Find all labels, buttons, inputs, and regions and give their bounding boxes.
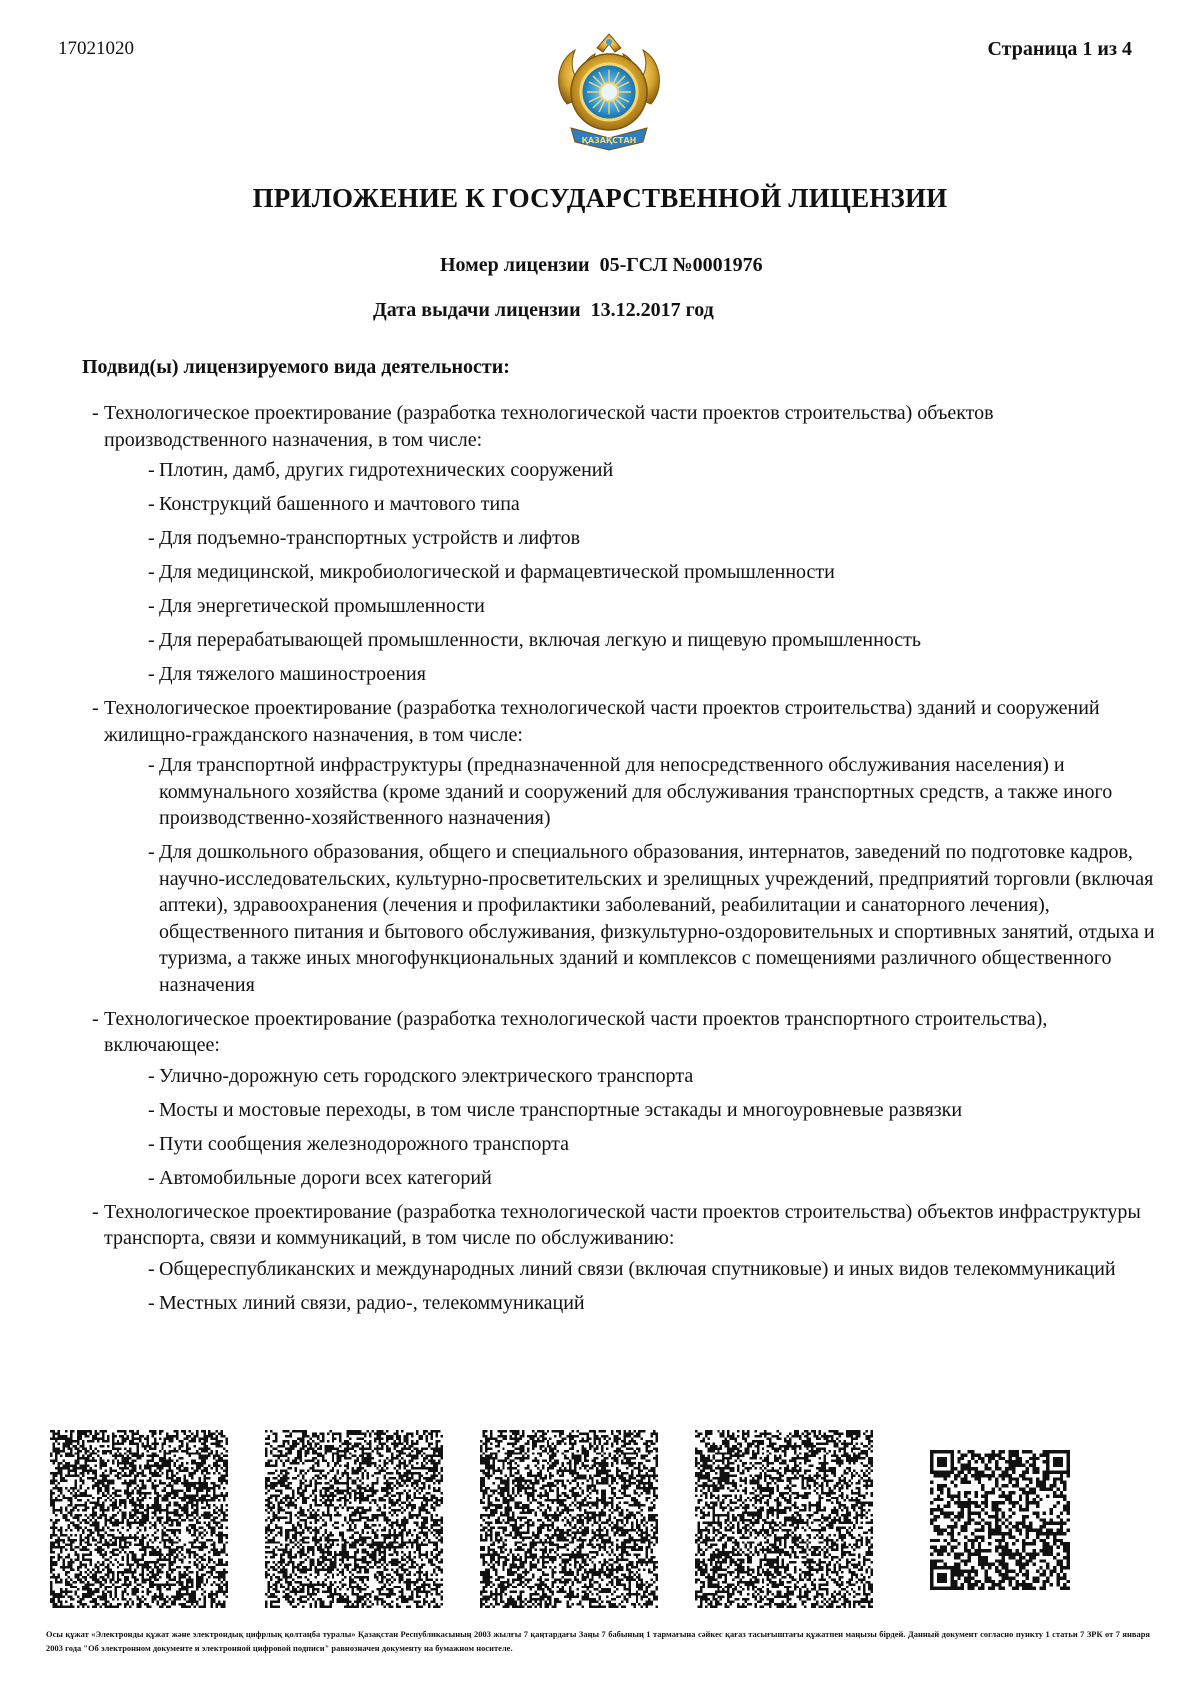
license-number-line [440, 254, 763, 277]
list-dash: - [148, 841, 155, 863]
list-dash: - [148, 527, 155, 549]
activity-category [92, 1199, 1158, 1317]
activity-subtype-text: Местных линий связи, радио-, телекоммуникаций [159, 1291, 585, 1314]
activity-subtype-item [104, 839, 1158, 998]
activity-subtype-text: Для подъемно-транспортных устройств и лифтов [159, 527, 581, 549]
list-dash: - [148, 1291, 155, 1314]
license-date-label: Дата выдачи лицензии [373, 299, 581, 321]
activity-subtype-list [104, 1256, 1158, 1317]
list-dash: - [148, 1064, 155, 1087]
list-dash: - [92, 697, 99, 719]
activity-subtype-item [104, 457, 1158, 484]
activity-subtype-item [104, 525, 1158, 552]
activity-subtype-text: Для энергетической промышленности [159, 595, 485, 617]
activity-subtype-item [104, 1290, 1158, 1317]
list-dash: - [148, 663, 155, 685]
activity-category-text: Технологическое проектирование (разработка технологической части проектов строительства) объектов производственного назначения, в том числе: [104, 402, 994, 451]
activity-subtype-text: Улично-дорожную сеть городского электрического транспорта [159, 1064, 694, 1087]
activity-subtype-item [104, 1256, 1158, 1283]
list-dash: - [148, 1166, 155, 1189]
svg-text:ҚАЗАҚСТАН: ҚАЗАҚСТАН [581, 136, 637, 145]
list-dash: - [148, 493, 155, 515]
document-id: 17021020 [58, 38, 134, 59]
activity-subtype-item [104, 593, 1158, 620]
activity-subtype-text: Конструкций башенного и мачтового типа [159, 493, 520, 515]
license-date-value: 13.12.2017 год [590, 299, 714, 321]
list-dash: - [148, 595, 155, 617]
activity-subtype-text: Мосты и мостовые переходы, в том числе транспортные эстакады и многоуровневые развязки [159, 1098, 963, 1121]
activity-subtype-item [104, 491, 1158, 518]
activity-subtype-text: Общереспубликанских и международных линий связи (включая спутниковые) и иных видов телекоммуникаций [159, 1257, 1116, 1280]
list-dash: - [148, 459, 155, 481]
activity-category-text: Технологическое проектирование (разработка технологической части проектов строительства) зданий и сооружений жилищно-гражданского назначения, в том числе: [104, 697, 1100, 746]
list-dash: - [148, 1098, 155, 1121]
activity-list [92, 400, 1158, 1324]
activity-subtype-text: Для дошкольного образования, общего и специального образования, интернатов, заведений по подготовке кадров, научно-исследовательских, культурно-просветительских и зрелищных учреждений, предприятий торговли (включая аптеки), здравоохранения (лечения и профилактики заболеваний, реабилитации и санаторного лечения), общественного питания и бытового обслуживания, физкультурно-оздоровительных и спортивных занятий, отдыха и туризма, а также иных многофункциональных зданий и комплексов с помещениями различного общественного назначения [159, 841, 1155, 996]
license-number-value: 05-ГСЛ №0001976 [599, 254, 763, 276]
qr-code-icon [930, 1450, 1070, 1590]
activity-subtype-text: Для перерабатывающей промышленности, включая легкую и пищевую промышленность [159, 629, 922, 651]
list-dash: - [148, 1132, 155, 1155]
activity-subtype-item [104, 1097, 1158, 1124]
activity-subtype-item [104, 1063, 1158, 1090]
activity-subtype-item [104, 1165, 1158, 1192]
activity-subtype-item [104, 752, 1158, 832]
qr-code-icon [695, 1430, 873, 1608]
section-heading: Подвид(ы) лицензируемого вида деятельности: [82, 356, 510, 378]
activity-category [92, 695, 1158, 998]
activity-subtype-text: Плотин, дамб, других гидротехнических сооружений [159, 459, 614, 481]
activity-category [92, 400, 1158, 688]
qr-code-icon [480, 1430, 658, 1608]
activity-category [92, 1006, 1158, 1192]
activity-subtype-text: Пути сообщения железнодорожного транспорта [159, 1132, 570, 1155]
activity-subtype-text: Для тяжелого машиностроения [159, 663, 426, 685]
list-dash: - [148, 561, 155, 583]
state-emblem-icon [549, 30, 669, 156]
activity-subtype-list [104, 1063, 1158, 1192]
document-title: ПРИЛОЖЕНИЕ К ГОСУДАРСТВЕННОЙ ЛИЦЕНЗИИ [252, 183, 948, 213]
list-dash: - [148, 629, 155, 651]
list-dash: - [92, 402, 99, 424]
list-dash: - [92, 1200, 99, 1223]
activity-subtype-list [104, 752, 1158, 998]
page-counter: Страница 1 из 4 [987, 38, 1132, 60]
activity-subtype-item [104, 1131, 1158, 1158]
activity-subtype-text: Для транспортной инфраструктуры (предназначенной для непосредственного обслуживания населения) и коммунального хозяйства (кроме зданий и сооружений для обслуживания транспортных средств, а также иного производственно-хозяйственного назначения) [159, 754, 1113, 829]
legal-footer-note: Осы құжат «Электронды құжат және электрондық цифрлық қолтаңба туралы» Қазақстан Республикасының 2003 жылғы 7 қаңтардағы Заңы 7 бабының 1 тармағына сәйкес қағаз тасығыштағы құжатпен маңызы бірдей. Данный документ согласно пункту 1 статьи 7 ЗРК от 7 января 2003 года "Об электронном документе и электронной цифровой подписи" равнозначен документу на бумажном носителе. [46, 1630, 1150, 1653]
list-dash: - [148, 1257, 155, 1280]
activity-subtype-item [104, 627, 1158, 654]
list-dash: - [92, 1007, 99, 1030]
activity-category-text: Технологическое проектирование (разработка технологической части проектов строительства) объектов инфраструктуры транспорта, связи и коммуникаций, в том числе по обслуживанию: [104, 1200, 1141, 1249]
activity-category-text: Технологическое проектирование (разработка технологической части проектов транспортного строительства), включающее: [104, 1007, 1048, 1056]
qr-codes-row [50, 1430, 1150, 1610]
activity-subtype-item [104, 661, 1158, 688]
license-date-line [373, 299, 714, 322]
license-number-label: Номер лицензии [440, 254, 590, 276]
list-dash: - [148, 754, 155, 776]
activity-subtype-text: Для медицинской, микробиологической и фармацевтической промышленности [159, 561, 835, 583]
qr-code-icon [50, 1430, 228, 1608]
activity-subtype-list [104, 457, 1158, 688]
qr-code-icon [265, 1430, 443, 1608]
activity-subtype-text: Автомобильные дороги всех категорий [159, 1166, 492, 1189]
activity-subtype-item [104, 559, 1158, 586]
